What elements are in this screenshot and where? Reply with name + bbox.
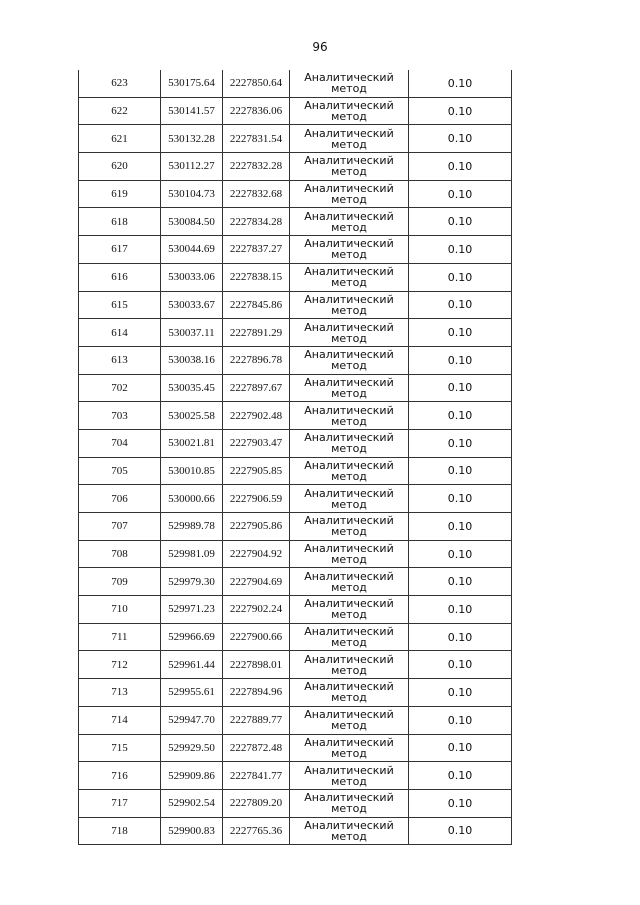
method-line-1: Аналитический — [304, 265, 394, 279]
x-coordinate-cell: 529909.86 — [161, 762, 223, 790]
method-cell — [290, 540, 409, 568]
point-number-cell: 622 — [79, 97, 161, 125]
accuracy-cell: 0.10 — [409, 346, 512, 374]
method-line-2: метод — [331, 636, 367, 650]
point-number-cell: 619 — [79, 180, 161, 208]
point-number-cell: 710 — [79, 596, 161, 624]
table-row — [79, 70, 512, 97]
point-number-cell: 714 — [79, 706, 161, 734]
x-coordinate-cell: 530104.73 — [161, 180, 223, 208]
method-line-1: Аналитический — [304, 597, 394, 611]
x-coordinate-cell: 530038.16 — [161, 346, 223, 374]
y-coordinate-cell: 2227889.77 — [223, 706, 290, 734]
x-coordinate-cell: 529929.50 — [161, 734, 223, 762]
method-line-1: Аналитический — [304, 126, 394, 140]
method-line-2: метод — [331, 165, 367, 179]
method-line-2: метод — [331, 386, 367, 400]
y-coordinate-cell: 2227841.77 — [223, 762, 290, 790]
method-line-2: метод — [331, 193, 367, 207]
method-line-2: метод — [331, 497, 367, 511]
y-coordinate-cell: 2227809.20 — [223, 789, 290, 817]
point-number-cell: 708 — [79, 540, 161, 568]
table-row — [79, 125, 512, 153]
x-coordinate-cell: 529902.54 — [161, 789, 223, 817]
method-line-2: метод — [331, 137, 367, 151]
method-cell — [290, 485, 409, 513]
x-coordinate-cell: 529961.44 — [161, 651, 223, 679]
table-row — [79, 762, 512, 790]
accuracy-cell: 0.10 — [409, 734, 512, 762]
point-number-cell: 703 — [79, 402, 161, 430]
point-number-cell: 709 — [79, 568, 161, 596]
table-row — [79, 346, 512, 374]
method-cell — [290, 651, 409, 679]
point-number-cell: 613 — [79, 346, 161, 374]
x-coordinate-cell: 530112.27 — [161, 153, 223, 181]
x-coordinate-cell: 530084.50 — [161, 208, 223, 236]
y-coordinate-cell: 2227902.24 — [223, 596, 290, 624]
accuracy-cell: 0.10 — [409, 596, 512, 624]
x-coordinate-cell: 529989.78 — [161, 513, 223, 541]
x-coordinate-cell: 529981.09 — [161, 540, 223, 568]
x-coordinate-cell: 530033.06 — [161, 263, 223, 291]
table-row — [79, 734, 512, 762]
accuracy-cell: 0.10 — [409, 263, 512, 291]
x-coordinate-cell: 530037.11 — [161, 319, 223, 347]
x-coordinate-cell: 529947.70 — [161, 706, 223, 734]
table-row — [79, 596, 512, 624]
method-line-1: Аналитический — [304, 818, 394, 832]
method-line-2: метод — [331, 442, 367, 456]
method-line-2: метод — [331, 746, 367, 760]
y-coordinate-cell: 2227832.28 — [223, 153, 290, 181]
method-cell — [290, 623, 409, 651]
method-line-1: Аналитический — [304, 154, 394, 168]
table-row — [79, 540, 512, 568]
y-coordinate-cell: 2227765.36 — [223, 817, 290, 845]
method-line-2: метод — [331, 303, 367, 317]
method-line-1: Аналитический — [304, 486, 394, 500]
method-line-1: Аналитический — [304, 708, 394, 722]
method-cell — [290, 125, 409, 153]
method-line-1: Аналитический — [304, 569, 394, 583]
accuracy-cell: 0.10 — [409, 513, 512, 541]
table-row — [79, 97, 512, 125]
x-coordinate-cell: 529971.23 — [161, 596, 223, 624]
y-coordinate-cell: 2227903.47 — [223, 429, 290, 457]
point-number-cell: 718 — [79, 817, 161, 845]
x-coordinate-cell: 529955.61 — [161, 679, 223, 707]
method-cell — [290, 513, 409, 541]
table-row — [79, 789, 512, 817]
y-coordinate-cell: 2227872.48 — [223, 734, 290, 762]
point-number-cell: 704 — [79, 429, 161, 457]
method-cell — [290, 457, 409, 485]
accuracy-cell: 0.10 — [409, 319, 512, 347]
accuracy-cell: 0.10 — [409, 623, 512, 651]
point-number-cell: 620 — [79, 153, 161, 181]
method-cell — [290, 734, 409, 762]
method-cell — [290, 374, 409, 402]
method-line-1: Аналитический — [304, 735, 394, 749]
y-coordinate-cell: 2227831.54 — [223, 125, 290, 153]
point-number-cell: 615 — [79, 291, 161, 319]
method-cell — [290, 153, 409, 181]
y-coordinate-cell: 2227897.67 — [223, 374, 290, 402]
method-line-1: Аналитический — [304, 71, 394, 85]
method-line-2: метод — [331, 829, 367, 843]
method-line-1: Аналитический — [304, 652, 394, 666]
x-coordinate-cell: 530141.57 — [161, 97, 223, 125]
x-coordinate-cell: 529900.83 — [161, 817, 223, 845]
method-cell — [290, 568, 409, 596]
accuracy-cell: 0.10 — [409, 679, 512, 707]
table-row — [79, 513, 512, 541]
method-line-2: метод — [331, 691, 367, 705]
table-row — [79, 180, 512, 208]
table-row — [79, 485, 512, 513]
point-number-cell: 716 — [79, 762, 161, 790]
y-coordinate-cell: 2227905.85 — [223, 457, 290, 485]
method-line-1: Аналитический — [304, 431, 394, 445]
method-line-1: Аналитический — [304, 182, 394, 196]
y-coordinate-cell: 2227906.59 — [223, 485, 290, 513]
method-line-2: метод — [331, 719, 367, 733]
coordinates-table — [78, 70, 512, 845]
point-number-cell: 618 — [79, 208, 161, 236]
table-row — [79, 402, 512, 430]
method-line-1: Аналитический — [304, 514, 394, 528]
method-cell — [290, 208, 409, 236]
table-row — [79, 817, 512, 845]
point-number-cell: 712 — [79, 651, 161, 679]
x-coordinate-cell: 530025.58 — [161, 402, 223, 430]
point-number-cell: 702 — [79, 374, 161, 402]
table-row — [79, 706, 512, 734]
method-line-1: Аналитический — [304, 791, 394, 805]
table-row — [79, 153, 512, 181]
method-line-1: Аналитический — [304, 680, 394, 694]
table-row — [79, 568, 512, 596]
method-line-1: Аналитический — [304, 237, 394, 251]
accuracy-cell: 0.10 — [409, 429, 512, 457]
accuracy-cell: 0.10 — [409, 762, 512, 790]
method-cell — [290, 319, 409, 347]
method-line-1: Аналитический — [304, 763, 394, 777]
method-cell — [290, 706, 409, 734]
accuracy-cell: 0.10 — [409, 70, 512, 97]
method-line-2: метод — [331, 82, 367, 96]
method-cell — [290, 429, 409, 457]
y-coordinate-cell: 2227832.68 — [223, 180, 290, 208]
accuracy-cell: 0.10 — [409, 651, 512, 679]
accuracy-cell: 0.10 — [409, 540, 512, 568]
method-cell — [290, 679, 409, 707]
y-coordinate-cell: 2227836.06 — [223, 97, 290, 125]
method-cell — [290, 97, 409, 125]
y-coordinate-cell: 2227902.48 — [223, 402, 290, 430]
x-coordinate-cell: 529979.30 — [161, 568, 223, 596]
accuracy-cell: 0.10 — [409, 97, 512, 125]
y-coordinate-cell: 2227834.28 — [223, 208, 290, 236]
method-cell — [290, 346, 409, 374]
y-coordinate-cell: 2227905.86 — [223, 513, 290, 541]
accuracy-cell: 0.10 — [409, 485, 512, 513]
coordinates-table-body — [79, 70, 512, 845]
method-cell — [290, 596, 409, 624]
x-coordinate-cell: 530033.67 — [161, 291, 223, 319]
method-cell — [290, 789, 409, 817]
x-coordinate-cell: 530010.85 — [161, 457, 223, 485]
point-number-cell: 621 — [79, 125, 161, 153]
table-row — [79, 623, 512, 651]
accuracy-cell: 0.10 — [409, 153, 512, 181]
method-line-2: метод — [331, 774, 367, 788]
y-coordinate-cell: 2227894.96 — [223, 679, 290, 707]
method-cell — [290, 402, 409, 430]
method-line-1: Аналитический — [304, 209, 394, 223]
method-line-2: метод — [331, 608, 367, 622]
point-number-cell: 706 — [79, 485, 161, 513]
accuracy-cell: 0.10 — [409, 208, 512, 236]
table-row — [79, 457, 512, 485]
method-line-1: Аналитический — [304, 625, 394, 639]
method-line-2: метод — [331, 359, 367, 373]
y-coordinate-cell: 2227838.15 — [223, 263, 290, 291]
point-number-cell: 616 — [79, 263, 161, 291]
accuracy-cell: 0.10 — [409, 706, 512, 734]
method-line-1: Аналитический — [304, 348, 394, 362]
method-line-1: Аналитический — [304, 320, 394, 334]
method-line-2: метод — [331, 220, 367, 234]
method-line-2: метод — [331, 580, 367, 594]
method-line-2: метод — [331, 469, 367, 483]
table-row — [79, 263, 512, 291]
method-cell — [290, 236, 409, 264]
point-number-cell: 614 — [79, 319, 161, 347]
table-row — [79, 236, 512, 264]
accuracy-cell: 0.10 — [409, 457, 512, 485]
method-line-2: метод — [331, 331, 367, 345]
y-coordinate-cell: 2227837.27 — [223, 236, 290, 264]
accuracy-cell: 0.10 — [409, 236, 512, 264]
method-line-2: метод — [331, 276, 367, 290]
table-row — [79, 651, 512, 679]
point-number-cell: 717 — [79, 789, 161, 817]
y-coordinate-cell: 2227900.66 — [223, 623, 290, 651]
table-row — [79, 429, 512, 457]
x-coordinate-cell: 530035.45 — [161, 374, 223, 402]
method-cell — [290, 70, 409, 97]
accuracy-cell: 0.10 — [409, 568, 512, 596]
method-cell — [290, 180, 409, 208]
point-number-cell: 707 — [79, 513, 161, 541]
accuracy-cell: 0.10 — [409, 125, 512, 153]
x-coordinate-cell: 530044.69 — [161, 236, 223, 264]
table-row — [79, 319, 512, 347]
page-number: 96 — [312, 40, 328, 54]
method-line-1: Аналитический — [304, 542, 394, 556]
method-line-1: Аналитический — [304, 292, 394, 306]
method-line-1: Аналитический — [304, 458, 394, 472]
point-number-cell: 617 — [79, 236, 161, 264]
accuracy-cell: 0.10 — [409, 817, 512, 845]
table-row — [79, 291, 512, 319]
x-coordinate-cell: 529966.69 — [161, 623, 223, 651]
method-line-1: Аналитический — [304, 99, 394, 113]
method-cell — [290, 762, 409, 790]
method-line-2: метод — [331, 248, 367, 262]
y-coordinate-cell: 2227850.64 — [223, 70, 290, 97]
y-coordinate-cell: 2227904.69 — [223, 568, 290, 596]
y-coordinate-cell: 2227845.86 — [223, 291, 290, 319]
accuracy-cell: 0.10 — [409, 789, 512, 817]
y-coordinate-cell: 2227898.01 — [223, 651, 290, 679]
method-line-2: метод — [331, 663, 367, 677]
point-number-cell: 623 — [79, 70, 161, 97]
table-row — [79, 208, 512, 236]
x-coordinate-cell: 530132.28 — [161, 125, 223, 153]
point-number-cell: 715 — [79, 734, 161, 762]
accuracy-cell: 0.10 — [409, 402, 512, 430]
x-coordinate-cell: 530175.64 — [161, 70, 223, 97]
x-coordinate-cell: 530021.81 — [161, 429, 223, 457]
method-line-2: метод — [331, 553, 367, 567]
method-line-2: метод — [331, 110, 367, 124]
point-number-cell: 705 — [79, 457, 161, 485]
accuracy-cell: 0.10 — [409, 180, 512, 208]
accuracy-cell: 0.10 — [409, 291, 512, 319]
point-number-cell: 713 — [79, 679, 161, 707]
y-coordinate-cell: 2227904.92 — [223, 540, 290, 568]
method-line-1: Аналитический — [304, 375, 394, 389]
method-line-2: метод — [331, 802, 367, 816]
point-number-cell: 711 — [79, 623, 161, 651]
table-row — [79, 679, 512, 707]
method-line-2: метод — [331, 414, 367, 428]
x-coordinate-cell: 530000.66 — [161, 485, 223, 513]
y-coordinate-cell: 2227891.29 — [223, 319, 290, 347]
method-cell — [290, 263, 409, 291]
method-cell — [290, 291, 409, 319]
y-coordinate-cell: 2227896.78 — [223, 346, 290, 374]
table-row — [79, 374, 512, 402]
method-line-2: метод — [331, 525, 367, 539]
method-line-1: Аналитический — [304, 403, 394, 417]
method-cell — [290, 817, 409, 845]
accuracy-cell: 0.10 — [409, 374, 512, 402]
